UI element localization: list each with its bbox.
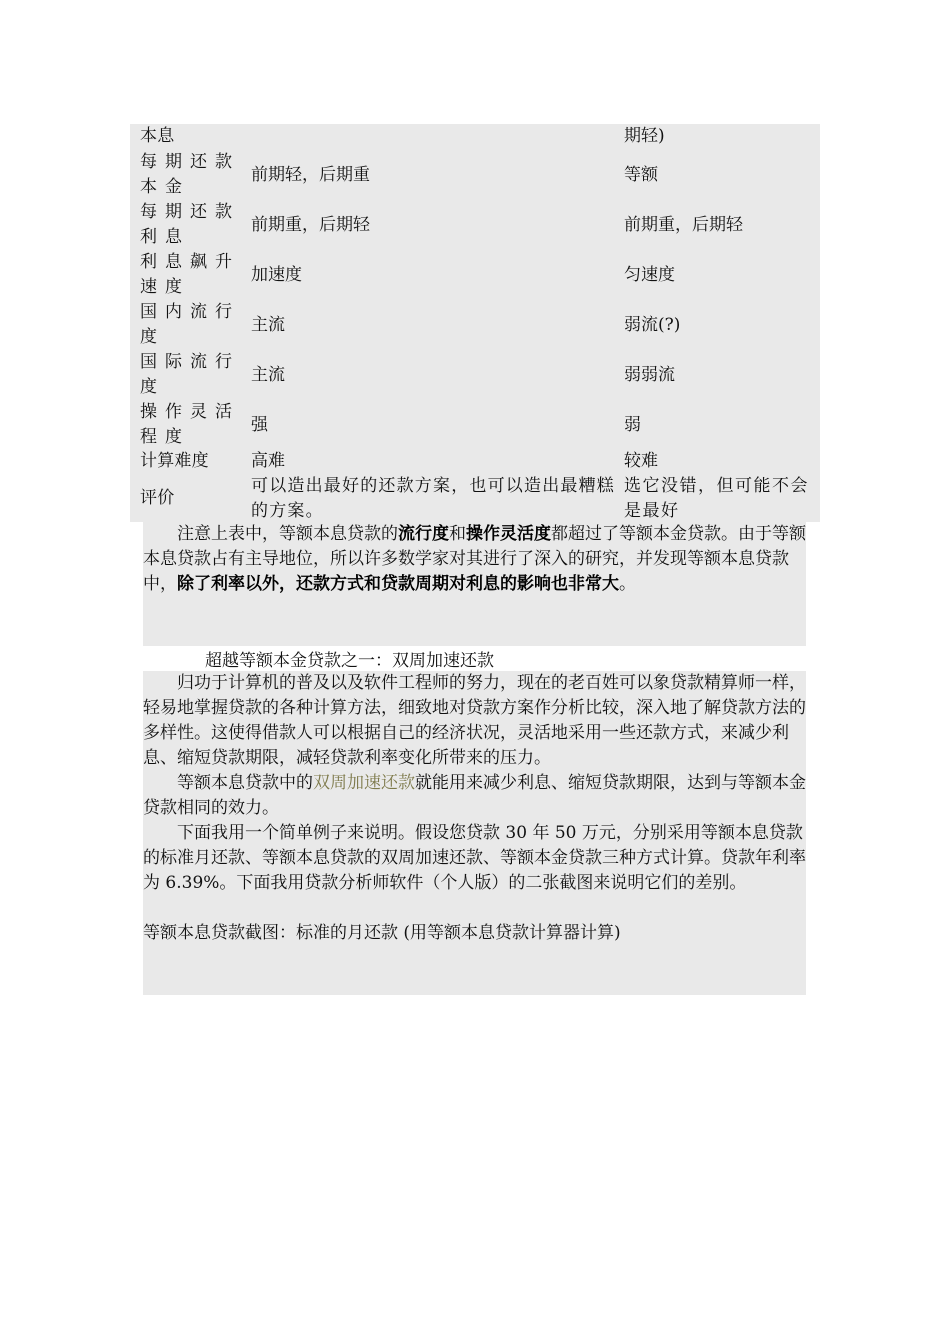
row-label: 计算难度 [140,451,209,471]
note-block [143,522,806,646]
row-value-b: 选它没错，但可能不会是最好 [624,476,809,521]
note-bold: 流行度 [398,524,449,544]
row-value-b: 弱 [624,415,641,435]
p2-text: 等额本息贷款中的 [177,773,313,793]
row-value-a: 前期重，后期轻 [251,215,370,235]
spacer [143,896,806,921]
row-label: 操作灵活程度 [140,402,240,447]
note-text: 都超过了等额本金贷款。由于等额本息贷款占有主导地位，所以许多数学家对其进行了深入的研究，并发现等额本息贷款中， [143,524,806,594]
row-label: 国内流行度 [140,302,240,347]
note-bold: 操作灵活度 [466,524,551,544]
row-value-a: 可以造出最好的还款方案，也可以造出最糟糕的方案。 [251,476,615,521]
note-text: 。 [619,574,636,594]
table-row [130,449,820,474]
table-row [130,200,820,250]
note-paragraph [143,522,806,597]
table-row [130,250,820,300]
row-value-a: 高难 [251,451,285,471]
comparison-table [130,124,820,522]
row-label: 利息飙升速度 [140,252,240,297]
row-value-a: 前期轻，后期重 [251,165,370,185]
note-bold: 除了利率以外，还款方式和贷款周期对利息的影响也非常大 [177,574,619,594]
table-row [130,474,820,522]
row-value-b: 弱流(?) [624,315,681,335]
row-value-b: 匀速度 [624,265,675,285]
biweekly-link[interactable]: 双周加速还款 [313,773,415,793]
note-text: 和 [449,524,466,544]
table-row [130,300,820,350]
row-label: 每期还款利息 [140,202,240,247]
note-text: 注意上表中，等额本息贷款的 [177,524,398,544]
row-label: 国际流行度 [140,352,240,397]
row-value-a: 主流 [251,315,285,335]
row-value-b: 弱弱流 [624,365,675,385]
row-label: 每期还款本金 [140,152,240,197]
body-block [143,671,806,995]
paragraph-1: 归功于计算机的普及以及软件工程师的努力，现在的老百姓可以象贷款精算师一样，轻易地掌握贷款的各种计算方法，细致地对贷款方案作分析比较，深入地了解贷款方法的多样性。这使得借款人可以根据自己的经济状况，灵活地采用一些还款方式，来减少利息、缩短贷款期限，减轻贷款利率变化所带来的压力。 [143,673,806,768]
paragraph-3: 下面我用一个简单例子来说明。假设您贷款 30 年 50 万元，分别采用等额本息贷款的标准月还款、等额本息贷款的双周加速还款、等额本金贷款三种方式计算。贷款年利率为 6.39%。下面我用贷款分析师软件（个人版）的二张截图来说明它们的差别。 [143,823,806,893]
table-row [130,150,820,200]
p2-text: 就能用来减少利息、缩短贷款期限，达到与等额本金贷款相同的效力。 [143,773,806,818]
row-value-a: 强 [251,415,268,435]
row-label: 本息 [140,126,175,146]
row-value-b: 较难 [624,451,658,471]
caption: 等额本息贷款截图：标准的月还款 (用等额本息贷款计算器计算) [143,923,621,943]
section-title: 超越等额本金贷款之一：双周加速还款 [205,651,494,671]
row-value-a: 加速度 [251,265,302,285]
row-value-a: 主流 [251,365,285,385]
row-value-b: 期轻) [624,126,665,146]
table-row [130,400,820,450]
row-value-b: 等额 [624,165,658,185]
paragraph-2 [143,771,806,821]
row-label: 评价 [140,488,175,508]
table-row [130,350,820,400]
row-value-b: 前期重，后期轻 [624,215,743,235]
table-row [130,124,820,149]
